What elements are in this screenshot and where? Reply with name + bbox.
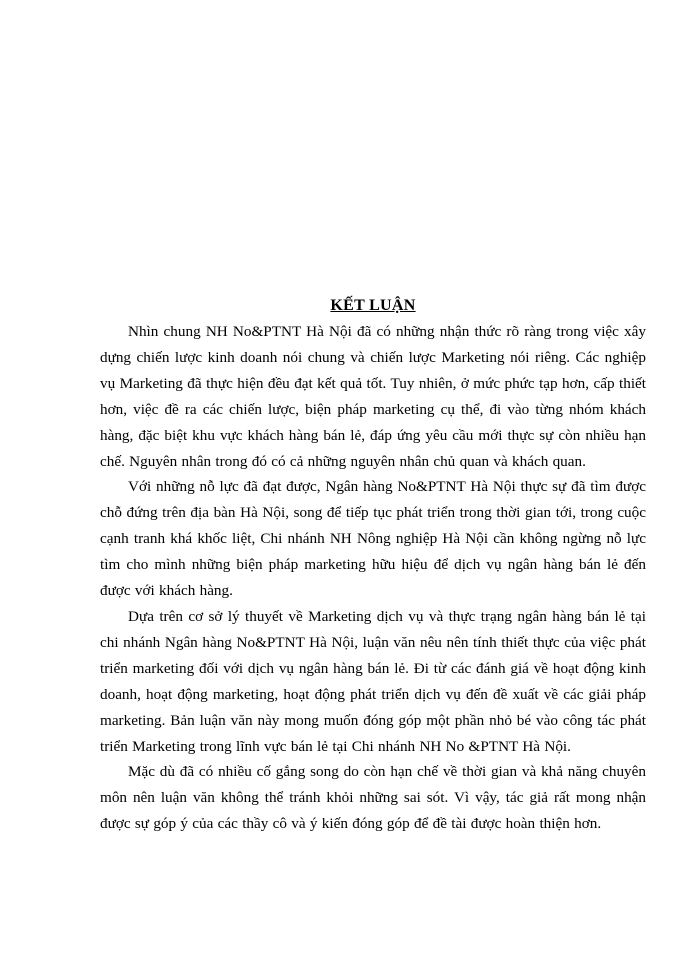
paragraph-3: Dựa trên cơ sở lý thuyết về Marketing dịch vụ và thực trạng ngân hàng bán lẻ tại chi nhánh Ngân hàng No&PTNT Hà Nội, luận văn nêu nên tính thiết thực của việc phát triển marketing đối với dịch vụ ngân hàng bán lẻ. Đi từ các đánh giá về hoạt động kinh doanh, hoạt động marketing, hoạt động phát triển dịch vụ đến đề xuất về các giải pháp marketing. Bản luận văn này mong muốn đóng góp một phần nhỏ bé vào công tác phát triển Marketing trong lĩnh vực bán lẻ tại Chi nhánh NH No &PTNT Hà Nội. bbox=[100, 607, 646, 755]
paragraph-2: Với những nỗ lực đã đạt được, Ngân hàng No&PTNT Hà Nội thực sự đã tìm được chỗ đứng trên địa bàn Hà Nội, song để tiếp tục phát triển trong thời gian tới, trong cuộc cạnh tranh khá khốc liệt, Chi nhánh NH Nông nghiệp Hà Nội cần không ngừng nỗ lực tìm cho mình những biện pháp marketing hữu hiệu để dịch vụ ngân hàng bán lẻ đến được với khách hàng. bbox=[100, 478, 646, 600]
page-title: KẾT LUẬN bbox=[330, 297, 416, 314]
paragraph-1: Nhìn chung NH No&PTNT Hà Nội đã có những nhận thức rõ ràng trong việc xây dựng chiến lược kinh doanh nói chung và chiến lược Marketing nói riêng. Các nghiệp vụ Marketing đã thực hiện đều đạt kết quả tốt. Tuy nhiên, ở mức phức tạp hơn, cấp thiết hơn, việc đề ra các chiến lược, biện pháp marketing cụ thể, đi vào từng nhóm khách hàng, đặc biệt khu vực khách hàng bán lẻ, đáp ứng yêu cầu mới thực sự còn nhiều hạn chế. Nguyên nhân trong đó có cả những nguyên nhân chủ quan và khách quan. bbox=[100, 323, 646, 470]
document-body bbox=[100, 293, 646, 837]
paragraph-4: Mặc dù đã có nhiều cố gắng song do còn hạn chế về thời gian và khả năng chuyên môn nên luận văn không thể tránh khỏi những sai sót. Vì vậy, tác giả rất mong nhận được sự góp ý của các thầy cô và ý kiến đóng góp để đề tài được hoàn thiện hơn. bbox=[100, 763, 646, 833]
